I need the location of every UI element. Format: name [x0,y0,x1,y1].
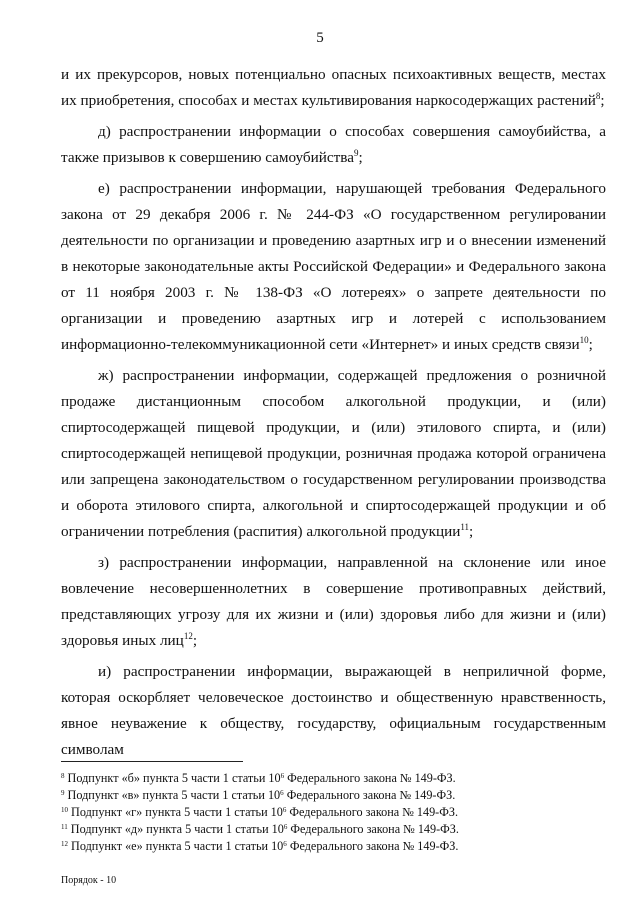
article-superscript: 6 [280,772,285,780]
document-body [61,62,606,763]
paragraph-text: д) распространении информации о способах совершения самоубийства, а также призывов к совершению самоубийства [61,123,606,166]
paragraph-text: е) распространении информации, нарушающей требования Федерального закона от 29 декабря 2006 г. № 244-ФЗ «О государственном регулировании деятельности по организации и проведению азартных игр и о внесении изменений в некоторые законодательные акты Российской Федерации» и Федерального закона от 11 ноября 2003 г. № 138-ФЗ «О лотереях» о запрете деятельности по организации и проведению азартных игр и лотерей с использованием информационно-телекоммуникационной сети «Интернет» и иных средств связи [61,180,606,353]
paragraph-end: ; [192,632,198,649]
paragraph-end: ; [588,336,593,353]
document-footer: Порядок - 10 [61,875,117,886]
subitem-i [61,659,606,763]
paragraph-text: и их прекурсоров, новых потенциально опасных психоактивных веществ, местах их приобретения, способах и местах культивирования наркосодержащих растений [61,66,606,109]
footnote-ref[interactable]: 9 [353,148,359,158]
footnote-divider [61,761,243,762]
subitem-d [61,119,606,171]
footnote-text: Подпункт «д» пункта 5 части 1 статьи 10 [70,822,284,836]
footnote-item [61,787,601,804]
paragraph-text: ж) распространении информации, содержащей предложения о розничной продаже дистанционным способом алкогольной продукции, и (или) спиртосодержащей пищевой продукции, и (или) этилового спирта, и (или) спиртосодержащей непищевой продукции, розничная продажа которой ограничена или запрещена законодательством о государственном регулировании производства и оборота этилового спирта, алкогольной и спиртосодержащей продукции и об ограничении потребления (распития) алкогольной продукции [61,367,606,540]
footnotes [61,770,601,855]
subitem-zh [61,363,606,545]
footnote-number: 12 [61,840,68,848]
paragraph-text: з) распространении информации, направленной на склонение или иное вовлечение несовершеннолетних в совершение противоправных действий, представляющих угрозу для их жизни и (или) здоровья либо для жизни и (или) здоровья иных лиц [61,554,606,649]
footnote-text: Подпункт «е» пункта 5 части 1 статьи 10 [71,839,284,853]
article-superscript: 6 [282,806,287,814]
footnote-item [61,804,601,821]
footnote-item [61,838,601,855]
paragraph-end: ; [469,523,474,540]
footnote-law: Федерального закона № 149-ФЗ. [290,822,459,836]
footnote-item [61,770,601,787]
footnote-number: 11 [61,823,68,831]
article-superscript: 6 [280,789,284,797]
subitem-e [61,176,606,358]
footnote-item [61,821,601,838]
footnote-law: Федерального закона № 149-ФЗ. [289,805,459,819]
footnote-text: Подпункт «г» пункта 5 части 1 статьи 10 [71,805,283,819]
footnote-law: Федерального закона № 149-ФЗ. [289,839,459,853]
footnote-number: 9 [61,789,65,797]
footnote-text: Подпункт «в» пункта 5 части 1 статьи 10 [67,788,281,802]
footnote-ref[interactable]: 8 [595,91,601,101]
article-superscript: 6 [283,823,288,831]
paragraph-end: ; [358,149,363,166]
footnote-ref[interactable]: 10 [579,335,589,345]
article-superscript: 6 [283,840,287,848]
paragraph-text: и) распространении информации, выражающей в неприличной форме, которая оскорбляет человеческое достоинство и общественную нравственность, явное неуважение к обществу, государству, официальным государственным символам [61,663,606,758]
paragraph-end: ; [600,92,605,109]
footnote-number: 8 [61,772,65,780]
paragraph-continuation [61,62,606,114]
footnote-number: 10 [61,806,68,814]
footnote-ref[interactable]: 11 [460,522,470,532]
subitem-z [61,550,606,654]
footnote-ref[interactable]: 12 [183,631,193,641]
footnote-text: Подпункт «б» пункта 5 части 1 статьи 10 [67,771,281,785]
footnote-law: Федерального закона № 149-ФЗ. [287,771,456,785]
page-number: 5 [316,30,324,46]
footnote-law: Федерального закона № 149-ФЗ. [286,788,456,802]
